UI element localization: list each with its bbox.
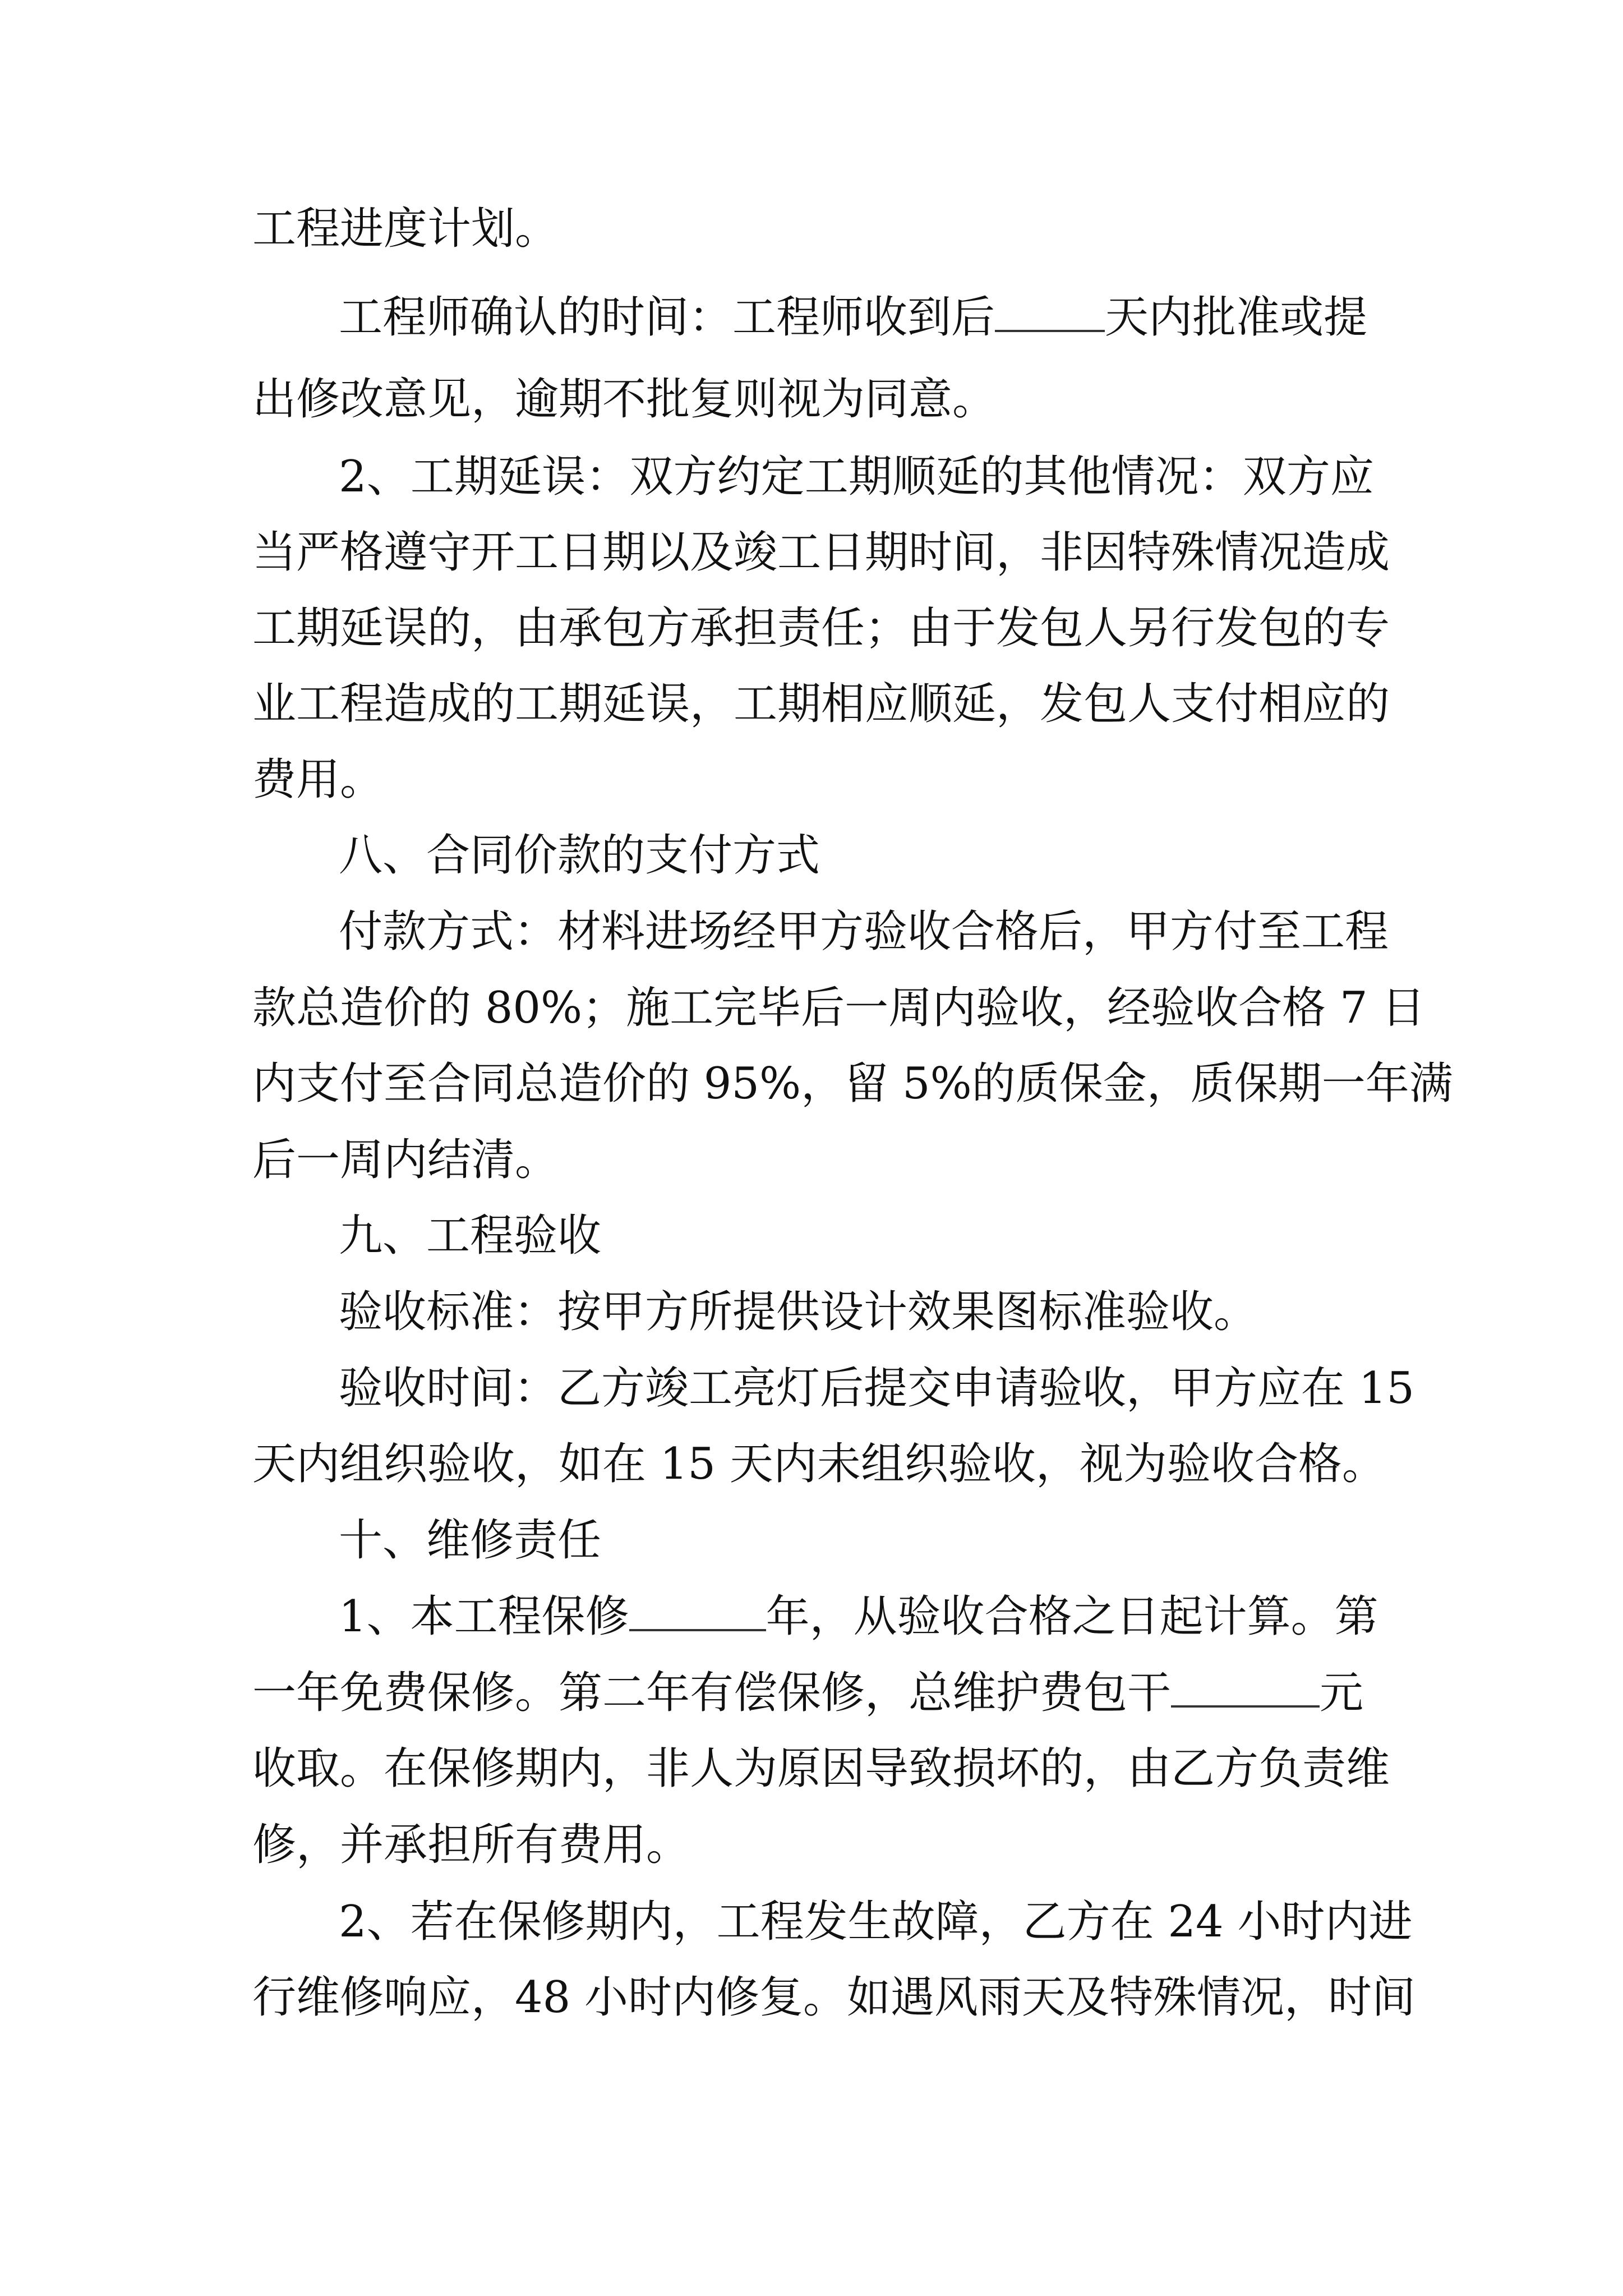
text-line: 工程进度计划。: [252, 204, 559, 254]
text-line: 工期延误的，由承包方承担责任；由于发包人另行发包的专: [252, 603, 1390, 654]
text-line: 内支付至合同总造价的 95%，留 5%的质保金，质保期一年满: [252, 1059, 1453, 1109]
text-line: 后一周内结清。: [252, 1135, 559, 1185]
text-line: 行维修响应，48 小时内修复。如遇风雨天及特殊情况，时间: [252, 1972, 1416, 2023]
text-line: 收取。在保修期内，非人为原因导致损坏的，由乙方负责维: [252, 1743, 1390, 1794]
fill-in-blank: [995, 291, 1105, 332]
text-line: 修，并承担所有费用。: [252, 1820, 690, 1870]
section-heading: 九、工程验收: [339, 1211, 602, 1261]
text-line: 2、工期延误：双方约定工期顺延的其他情况：双方应: [339, 452, 1374, 502]
text-line: 天内组织验收，如在 15 天内未组织验收，视为验收合格。: [252, 1439, 1386, 1489]
text-line: 当严格遵守开工日期以及竣工日期时间，非因特殊情况造成: [252, 527, 1390, 578]
section-heading: 八、合同价款的支付方式: [339, 830, 820, 881]
text-line: 业工程造成的工期延误，工期相应顺延，发包人支付相应的: [252, 679, 1390, 729]
text-line: 费用。: [252, 754, 384, 805]
text-line: 验收标准：按甲方所提供设计效果图标准验收。: [339, 1287, 1258, 1337]
text-line: 出修改意见，逾期不批复则视为同意。: [252, 374, 997, 425]
fill-in-blank: [629, 1590, 766, 1631]
text-line: 1、本工程保修 年，从验收合格之日起计算。第: [339, 1583, 1374, 1650]
text-line: 工程师确认的时间：工程师收到后 天内批准或提: [339, 284, 1374, 351]
text-line: 款总造价的 80%；施工完毕后一周内验收，经验收合格 7 日: [252, 983, 1426, 1033]
text-line: 一年免费保修。第二年有偿保修，总维护费包干 元: [252, 1659, 1374, 1727]
fill-in-blank: [1171, 1666, 1320, 1708]
section-heading: 十、维修责任: [339, 1515, 602, 1566]
text-line: 验收时间：乙方竣工亮灯后提交申请验收，甲方应在 15: [339, 1363, 1415, 1414]
text-line: 付款方式：材料进场经甲方验收合格后，甲方付至工程: [339, 907, 1389, 957]
text-line: 2、若在保修期内，工程发生故障，乙方在 24 小时内进: [339, 1897, 1413, 1947]
